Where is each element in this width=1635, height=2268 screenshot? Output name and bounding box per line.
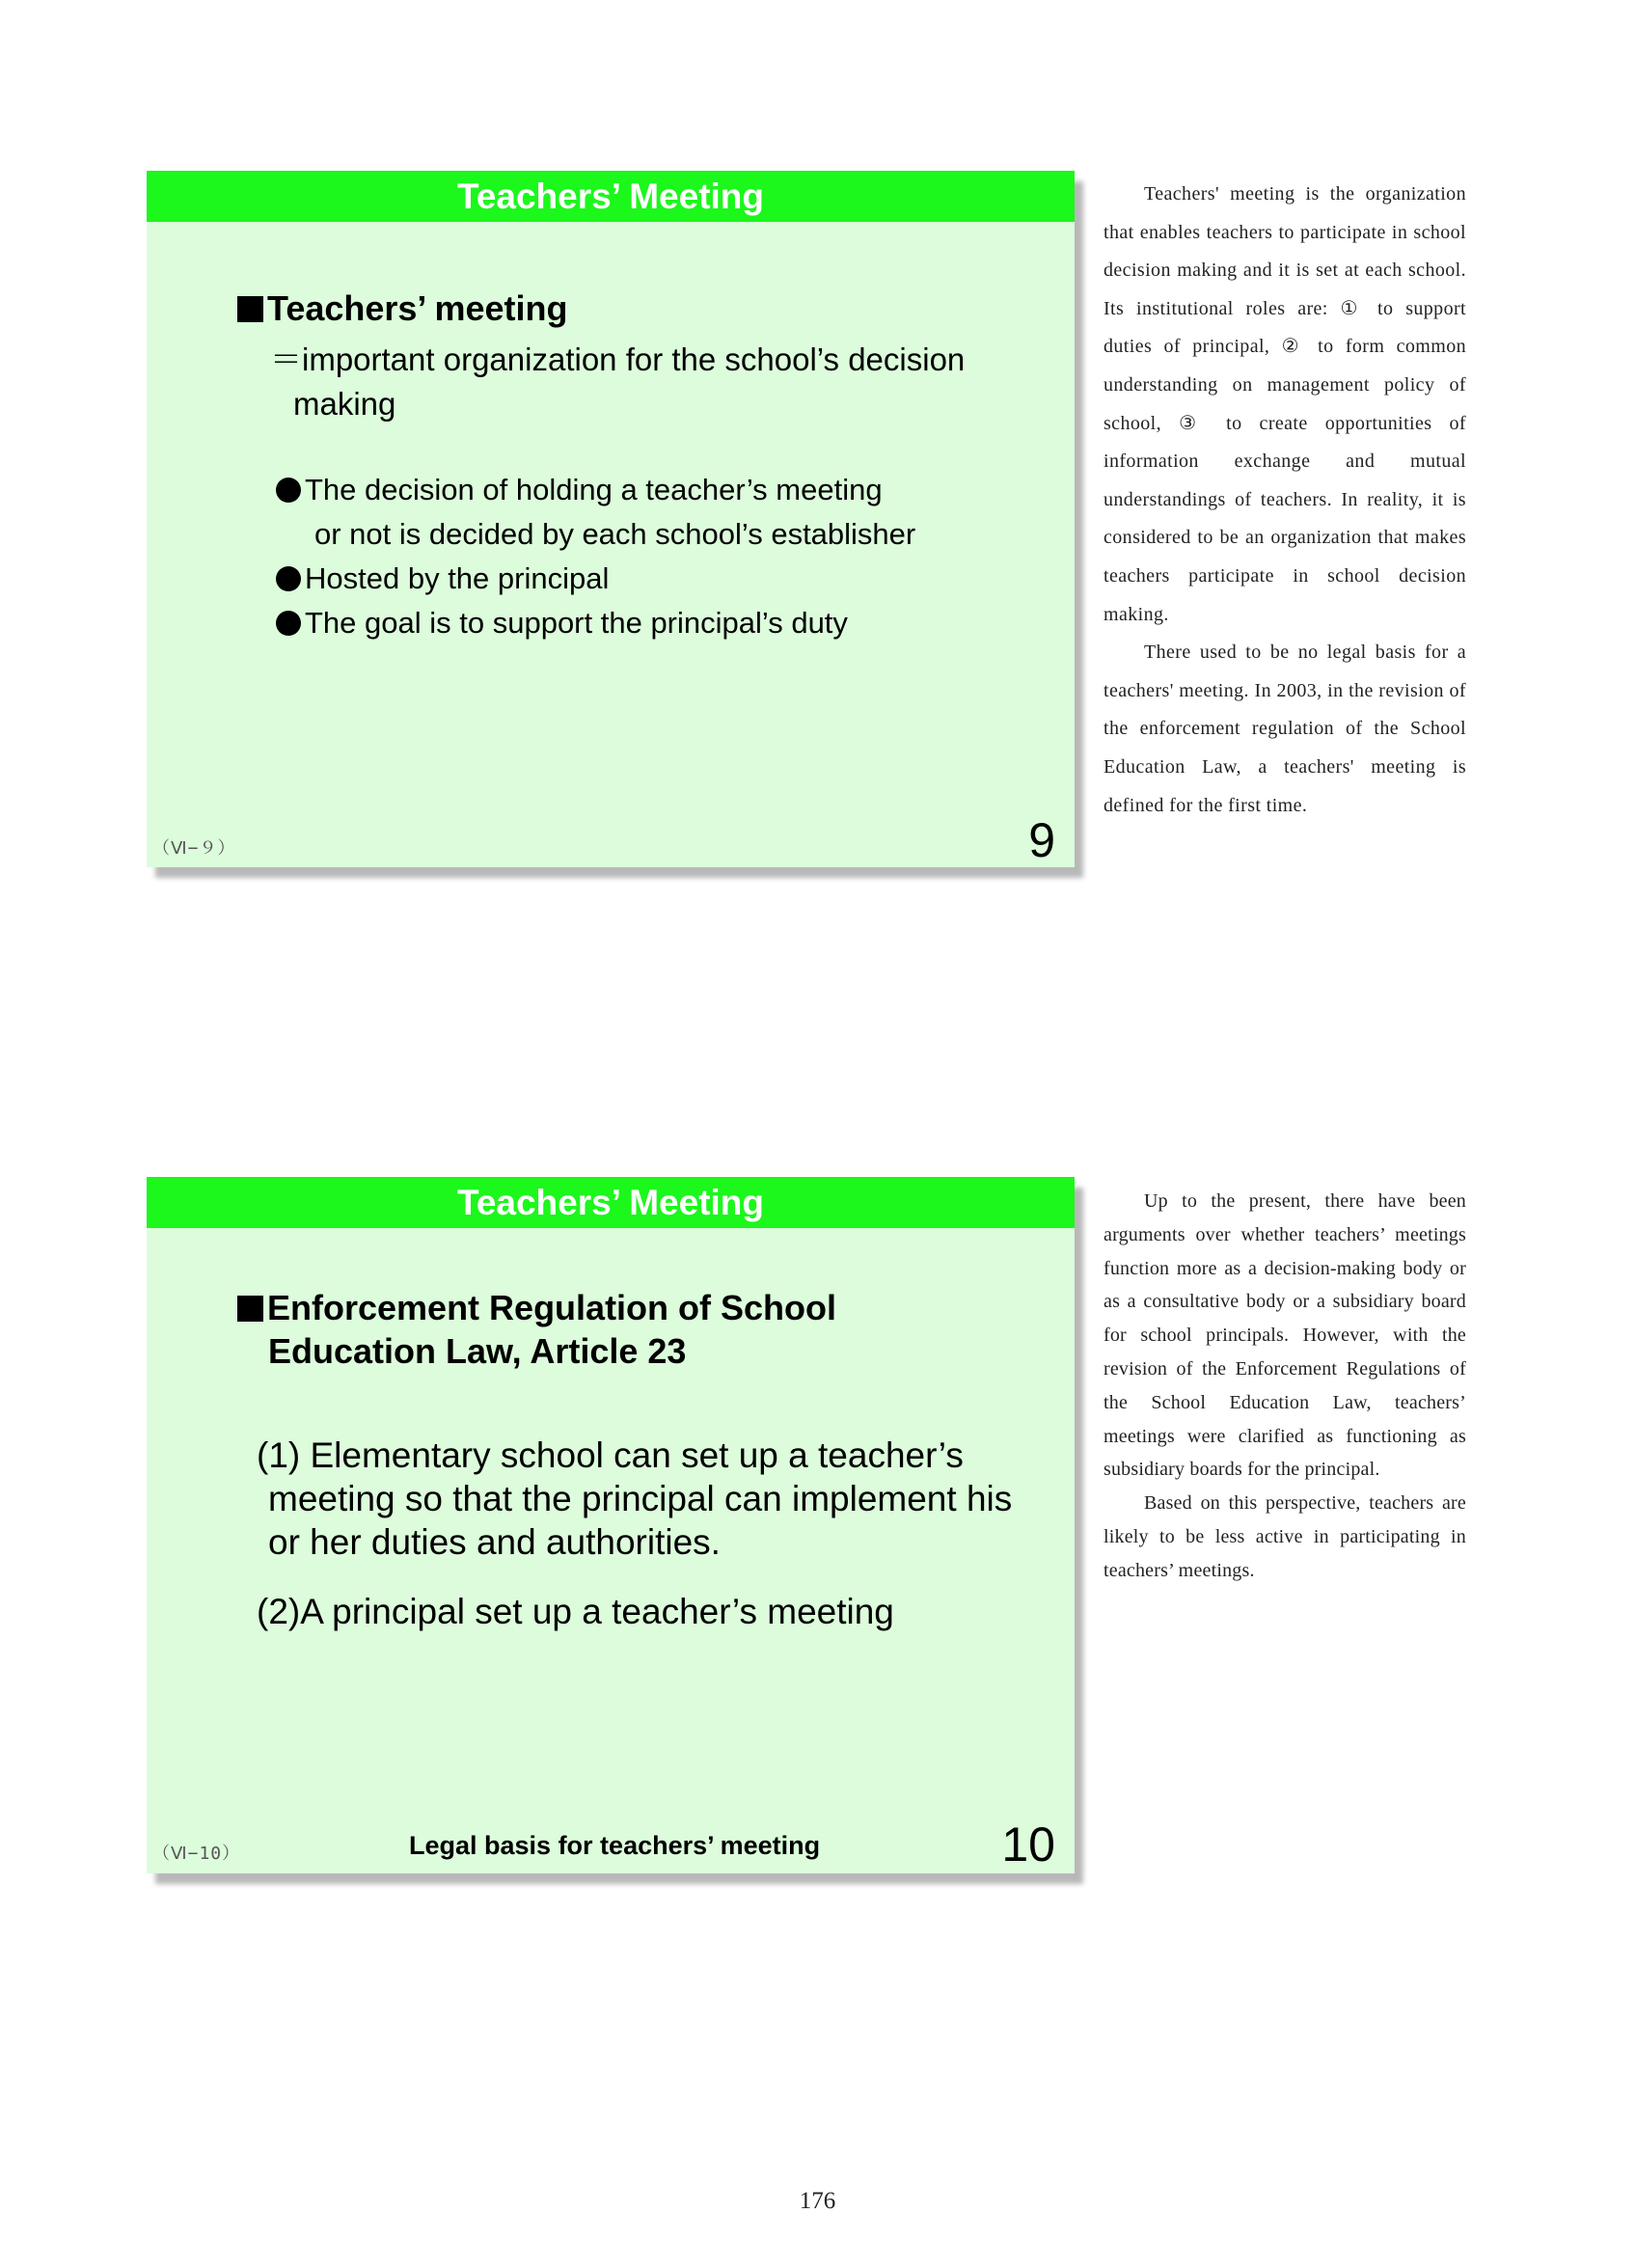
slide-10 xyxy=(147,1177,1075,1873)
regulation-item-1-line-1: (1) Elementary school can set up a teacher’s xyxy=(257,1435,964,1475)
definition-line-2: making xyxy=(293,386,396,422)
notes-paragraph: There used to be no legal basis for a teachers' meeting. In 2003, in the revision of the enforcement regulation of the School Education Law, a teachers' meeting is defined for the first time. xyxy=(1104,642,1466,816)
slide-code: （Ⅵ−９） xyxy=(152,838,236,859)
page-number: 176 xyxy=(799,2188,836,2214)
regulation-item-1-line-3: or her duties and authorities. xyxy=(268,1522,721,1562)
bullet-item: The decision of holding a teacher’s meeting xyxy=(276,468,883,512)
slide-heading-continuation: Education Law, Article 23 xyxy=(268,1331,687,1371)
bullet-item: The goal is to support the principal’s duty xyxy=(276,601,848,645)
bullet-item-continuation: or not is decided by each school’s establisher xyxy=(314,517,916,551)
notes-paragraph: Based on this perspective, teachers are likely to be less active in participating in teachers’ meetings. xyxy=(1104,1492,1466,1581)
slide-title: Teachers’ Meeting xyxy=(147,171,1075,222)
notes-paragraph: Up to the present, there have been arguments over whether teachers’ meetings function more as a decision-making body or as a consultative body or a subsidiary board for school principals. However, with the revision of the Enforcement Regulations of the School Education Law, teachers’ meetings were clarified as functioning as subsidiary boards for the principal. xyxy=(1104,1190,1466,1481)
heading-text: Teachers’ meeting xyxy=(267,288,568,328)
notes-column-1 xyxy=(1104,176,1466,825)
slide-title: Teachers’ Meeting xyxy=(147,1177,1075,1228)
definition-line-1: ＝important organization for the school’s decision xyxy=(270,342,966,377)
black-circle-bullet-icon xyxy=(276,478,301,503)
notes-column-2 xyxy=(1104,1185,1466,1588)
slide-code: （Ⅵ−10） xyxy=(152,1844,241,1864)
slide-number: 10 xyxy=(1001,1817,1055,1872)
bullet-item: Hosted by the principal xyxy=(276,557,609,601)
regulation-item-1-line-2: meeting so that the principal can implement his xyxy=(268,1479,1013,1518)
black-square-bullet-icon xyxy=(237,1296,263,1322)
notes-paragraph: Teachers' meeting is the organization that enables teachers to participate in school decision making and it is set at each school. Its institutional roles are: ① to support duties of principal, ② to form common understanding on management policy of school, ③ to create opportunities of information exchange and mutual understandings of teachers. In reality, it is considered to be an organization that makes teachers participate in school decision making. xyxy=(1104,183,1466,625)
black-square-bullet-icon xyxy=(237,296,263,322)
slide-number: 9 xyxy=(1028,813,1055,867)
regulation-item-2: (2)A principal set up a teacher’s meeting xyxy=(257,1592,894,1631)
slide-heading: Enforcement Regulation of School xyxy=(237,1286,836,1329)
slide-caption: Legal basis for teachers’ meeting xyxy=(409,1831,821,1860)
slide-9 xyxy=(147,171,1075,867)
black-circle-bullet-icon xyxy=(276,611,301,636)
black-circle-bullet-icon xyxy=(276,566,301,591)
slide-heading xyxy=(237,287,567,330)
